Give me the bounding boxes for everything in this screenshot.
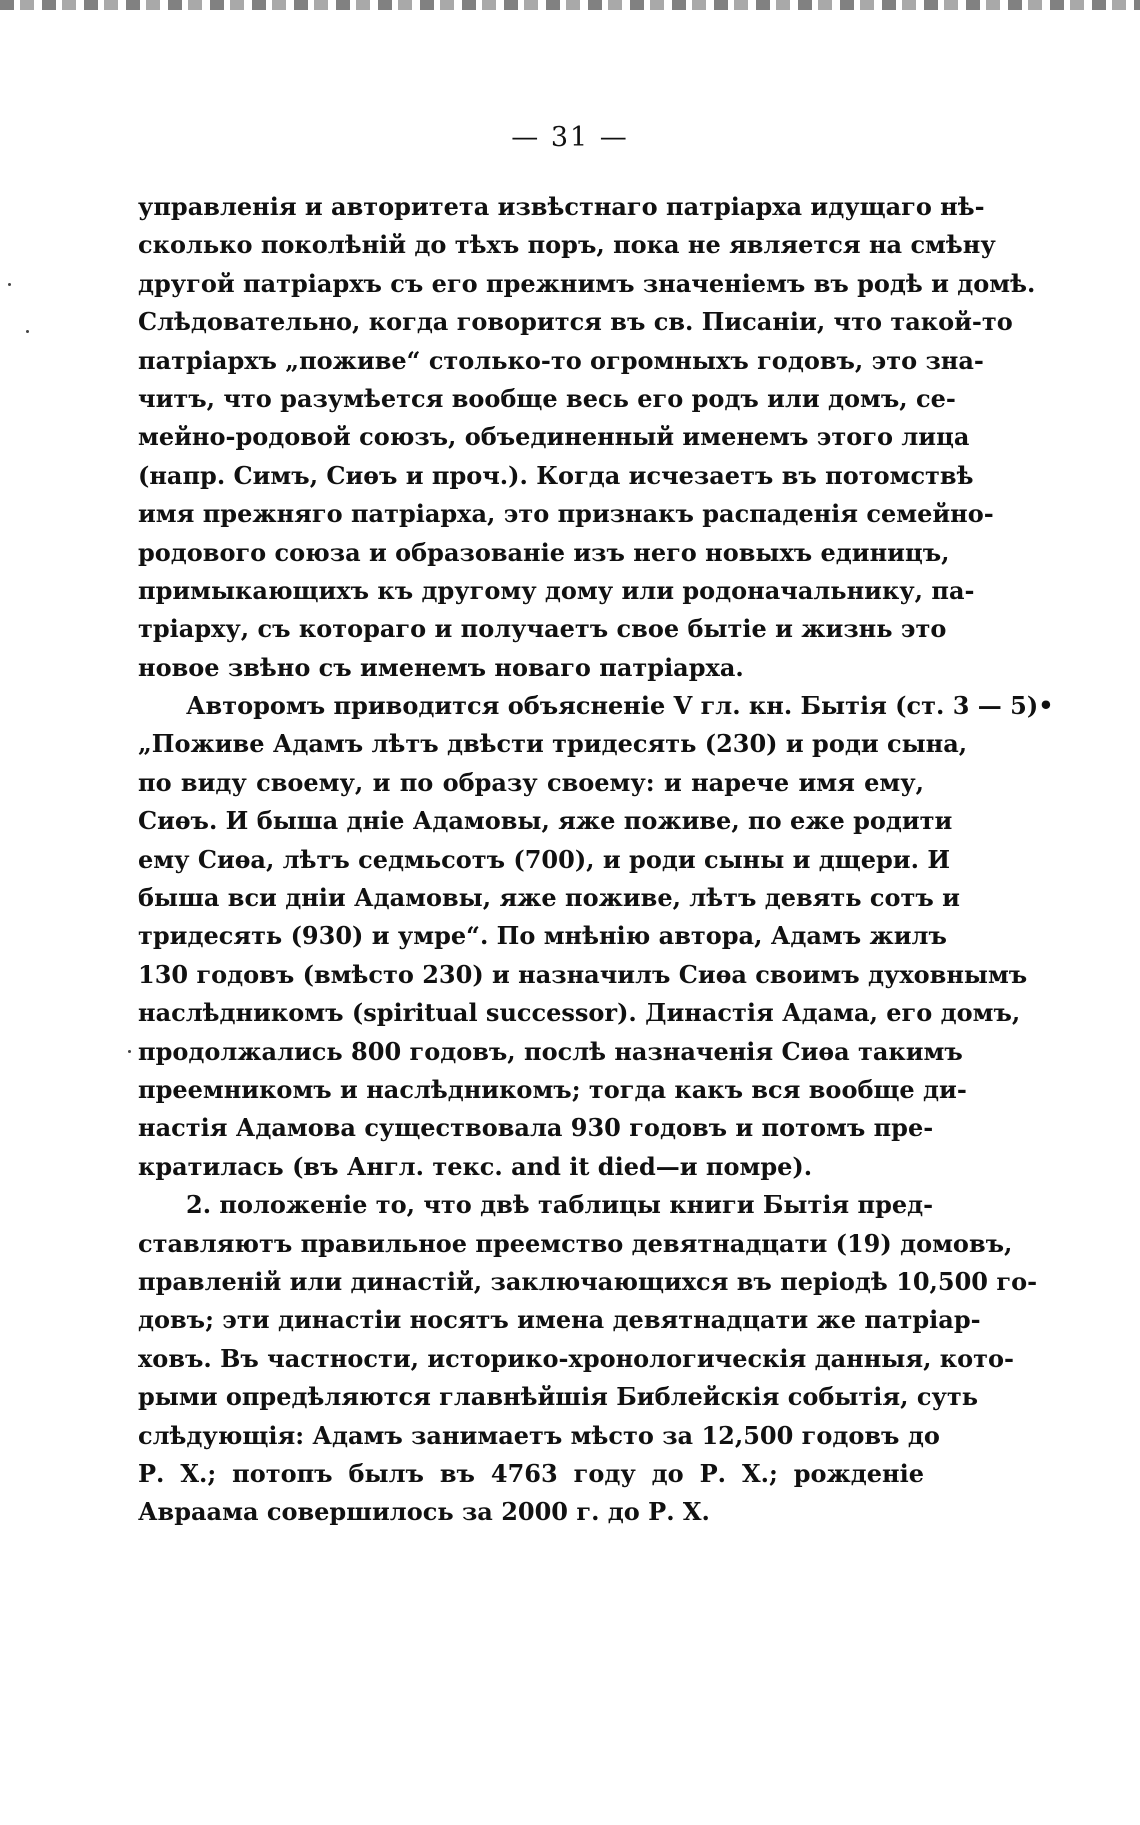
text-line: слѣдующія: Адамъ занимаетъ мѣсто за 12,500 годовъ до (138, 1420, 940, 1450)
text-line: правленій или династій, заключающихся въ періодѣ 10,500 го- (138, 1266, 1038, 1296)
text-line: родового союза и образованіе изъ него новыхъ единицъ, (138, 537, 950, 567)
text-line: новое звѣно съ именемъ новаго патріарха. (138, 652, 744, 682)
text-line: читъ, что разумѣется вообще весь его родъ или домъ, се- (138, 383, 956, 413)
margin-mark (26, 330, 29, 333)
text-line: другой патріархъ съ его прежнимъ значеніемъ въ родѣ и домѣ. (138, 268, 1036, 298)
text-line: довъ; эти династіи носятъ имена девятнадцати же патріар- (138, 1305, 981, 1335)
text-line: имя прежняго патріарха, это признакъ распаденія семейно- (138, 499, 994, 529)
text-line: 2. положеніе то, что двѣ таблицы книги Бытія пред- (186, 1190, 934, 1220)
text-line: „Поживе Адамъ лѣтъ двѣсти тридесять (230) и роди сына, (138, 729, 968, 759)
text-line: сколько поколѣній до тѣхъ поръ, пока не является на смѣну (138, 230, 996, 260)
text-line: (напр. Симъ, Сиѳъ и проч.). Когда исчезаетъ въ потомствѣ (138, 460, 974, 490)
text-line: рыми опредѣляются главнѣйшія Библейскія событія, суть (138, 1382, 978, 1412)
text-line: быша вси дніи Адамовы, яже поживе, лѣтъ девять сотъ и (138, 883, 960, 913)
text-line: наслѣдникомъ (spiritual successor). Династія Адама, его домъ, (138, 998, 1021, 1028)
text-line: тридесять (930) и умре“. По мнѣнію автора, Адамъ жилъ (138, 921, 947, 951)
page-top-edge (0, 0, 1140, 10)
text-line: продолжались 800 годовъ, послѣ назначенія Сиѳа такимъ (138, 1036, 963, 1066)
text-line: Р. Х.; потопъ былъ въ 4763 году до Р. Х.; рожденіе (138, 1458, 924, 1488)
text-line: кратилась (въ Англ. текс. and it died—и помре). (138, 1151, 813, 1181)
text-line: мейно-родовой союзъ, объединенный именемъ этого лица (138, 422, 970, 452)
body-text (138, 188, 1054, 1532)
text-line: Сиѳъ. И быша дніе Адамовы, яже поживе, по еже родити (138, 806, 953, 836)
margin-mark (8, 283, 11, 286)
text-line: управленія и авторитета извѣстнаго патріарха идущаго нѣ- (138, 192, 985, 221)
text-line: ему Сиѳа, лѣтъ седмьсотъ (700), и роди сыны и дщери. И (138, 844, 950, 874)
text-line: тріарху, съ котораго и получаетъ свое бытіе и жизнь это (138, 614, 947, 644)
text-line: ховъ. Въ частности, историко-хронологическія данныя, кото- (138, 1343, 1014, 1373)
text-line: Авраама совершилось за 2000 г. до Р. Х. (138, 1497, 710, 1527)
text-line: настія Адамова существовала 930 годовъ и потомъ пре- (138, 1113, 934, 1143)
text-line: Авторомъ приводится объясненіе V гл. кн. Бытія (ст. 3 — 5)• (186, 691, 1054, 721)
text-line: патріархъ „поживе“ столько-то огромныхъ годовъ, это зна- (138, 345, 984, 375)
text-line: ставляютъ правильное преемство девятнадцати (19) домовъ, (138, 1228, 1013, 1258)
text-line: по виду своему, и по образу своему: и нарече имя ему, (138, 767, 924, 797)
text-line: Слѣдовательно, когда говорится въ св. Писаніи, что такой-то (138, 307, 1013, 337)
text-line: 130 годовъ (вмѣсто 230) и назначилъ Сиѳа своимъ духовнымъ (138, 959, 1028, 989)
margin-mark (128, 1050, 131, 1053)
text-line: примыкающихъ къ другому дому или родоначальнику, па- (138, 575, 975, 605)
page-number: — 31 — (511, 122, 629, 153)
text-line: преемникомъ и наслѣдникомъ; тогда какъ вся вообще ди- (138, 1074, 967, 1104)
